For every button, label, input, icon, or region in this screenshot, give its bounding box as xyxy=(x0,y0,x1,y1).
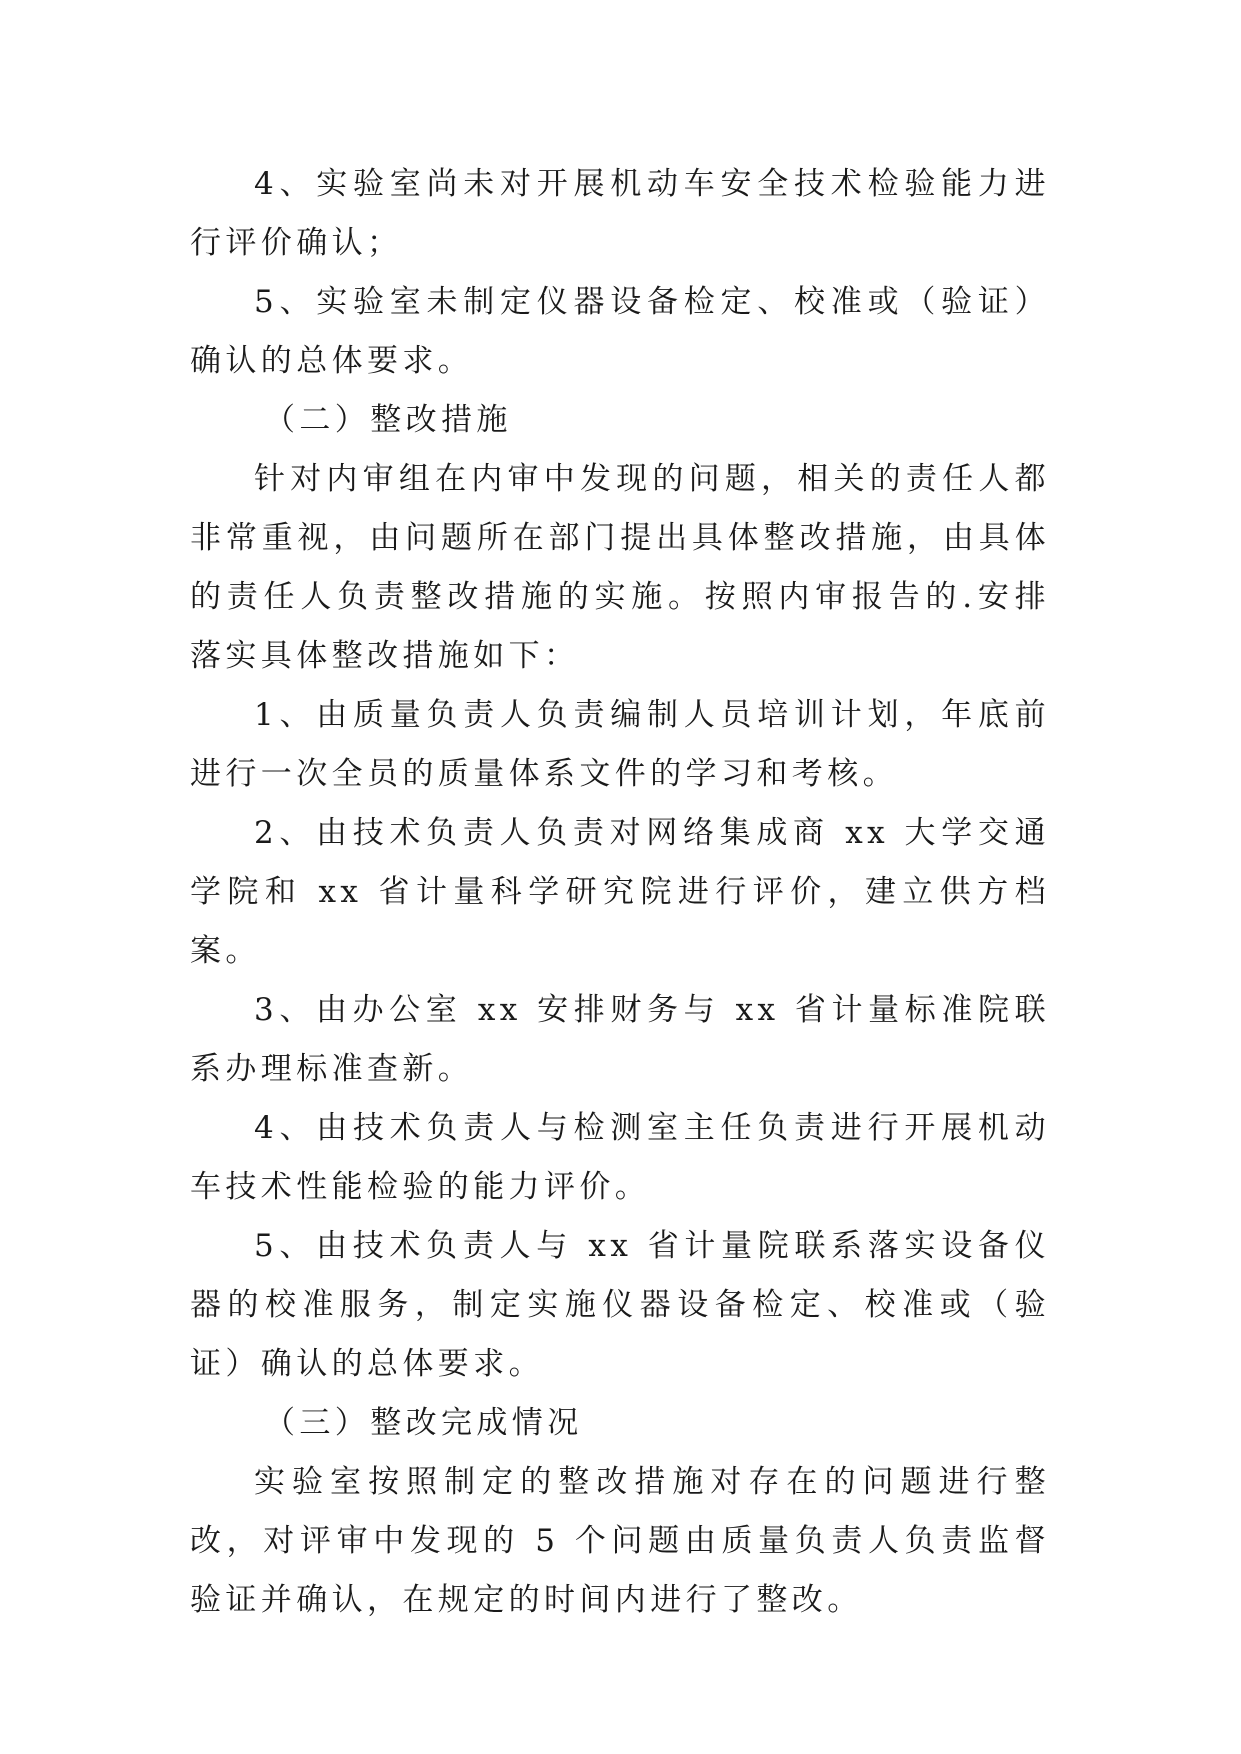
paragraph-completion: 实验室按照制定的整改措施对存在的问题进行整改，对评审中发现的 5 个问题由质量负责人负责监督验证并确认，在规定的时间内进行了整改。 xyxy=(190,1464,1050,1618)
paragraph-measures-intro: 针对内审组在内审中发现的问题，相关的责任人都非常重视，由问题所在部门提出具体整改措施，由具体的责任人负责整改措施的实施。按照内审报告的.安排落实具体整改措施如下： xyxy=(190,461,1050,674)
paragraph-item-4-issue: 4、实验室尚未对开展机动车安全技术检验能力进行评价确认； xyxy=(190,166,1050,261)
paragraph-measure-2: 2、由技术负责人负责对网络集成商 xx 大学交通学院和 xx 省计量科学研究院进行评价，建立供方档案。 xyxy=(190,815,1050,969)
paragraph-measure-3: 3、由办公室 xx 安排财务与 xx 省计量标准院联系办理标准查新。 xyxy=(190,992,1050,1087)
section-heading-completion: （三）整改完成情况 xyxy=(264,1405,583,1441)
paragraph-measure-5: 5、由技术负责人与 xx 省计量院联系落实设备仪器的校准服务，制定实施仪器设备检定、校准或（验证）确认的总体要求。 xyxy=(190,1228,1050,1382)
paragraph-measure-4: 4、由技术负责人与检测室主任负责进行开展机动车技术性能检验的能力评价。 xyxy=(190,1110,1050,1205)
paragraph-measure-1: 1、由质量负责人负责编制人员培训计划，年底前进行一次全员的质量体系文件的学习和考核。 xyxy=(190,697,1050,792)
section-heading-measures: （二）整改措施 xyxy=(264,402,512,438)
paragraph-item-5-issue: 5、实验室未制定仪器设备检定、校准或（验证）确认的总体要求。 xyxy=(190,284,1050,379)
document-body xyxy=(190,155,1050,1630)
